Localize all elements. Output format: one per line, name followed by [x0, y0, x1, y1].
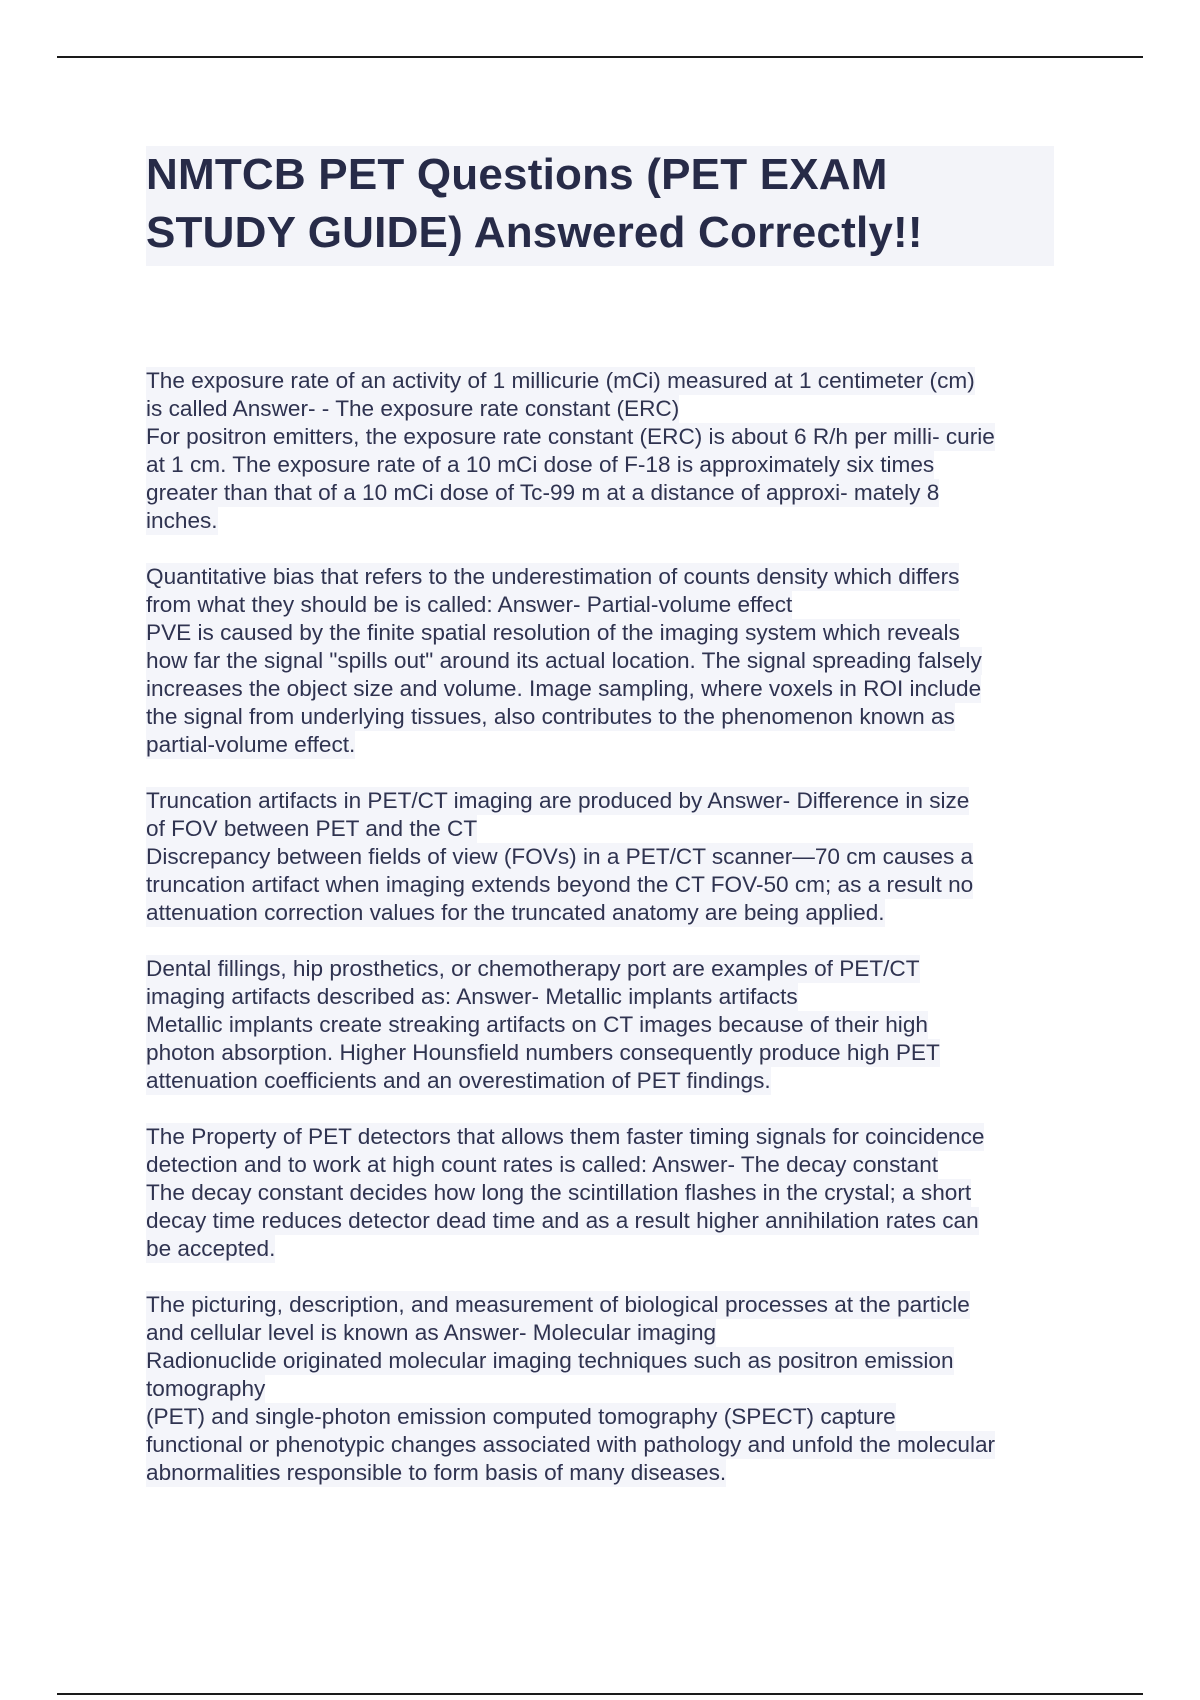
text-line: photon absorption. Higher Hounsfield numbers consequently produce high PET — [146, 1040, 940, 1065]
text-line: be accepted. — [146, 1236, 276, 1261]
qa-entry — [146, 1291, 1056, 1487]
qa-entry — [146, 787, 1056, 927]
text-line: Metallic implants create streaking artifacts on CT images because of their high — [146, 1012, 928, 1037]
text-line: attenuation correction values for the truncated anatomy are being applied. — [146, 900, 885, 925]
text-line: inches. — [146, 508, 218, 533]
text-line: of FOV between PET and the CT — [146, 816, 478, 841]
page-title — [146, 146, 1054, 262]
text-line: truncation artifact when imaging extends beyond the CT FOV-50 cm; as a result no — [146, 872, 974, 897]
text-line: For positron emitters, the exposure rate constant (ERC) is about 6 R/h per milli- curie — [146, 424, 995, 449]
text-line: PVE is caused by the finite spatial resolution of the imaging system which reveals — [146, 620, 960, 645]
text-line: at 1 cm. The exposure rate of a 10 mCi dose of F-18 is approximately six times — [146, 452, 935, 477]
qa-entry — [146, 367, 1056, 535]
text-line: The exposure rate of an activity of 1 millicurie (mCi) measured at 1 centimeter (cm) — [146, 368, 975, 393]
title-line: NMTCB PET Questions (PET EXAM — [146, 150, 888, 199]
text-line: is called Answer- - The exposure rate constant (ERC) — [146, 396, 680, 421]
text-line: and cellular level is known as Answer- Molecular imaging — [146, 1320, 717, 1345]
text-line: attenuation coefficients and an overestimation of PET findings. — [146, 1068, 771, 1093]
text-line: tomography — [146, 1376, 266, 1401]
bottom-rule — [57, 1693, 1143, 1695]
text-line: how far the signal "spills out" around its actual location. The signal spreading falsely — [146, 648, 982, 673]
top-rule — [57, 56, 1143, 58]
text-line: partial-volume effect. — [146, 732, 356, 757]
text-line: Quantitative bias that refers to the underestimation of counts density which differs — [146, 564, 960, 589]
text-line: Truncation artifacts in PET/CT imaging are produced by Answer- Difference in size — [146, 788, 970, 813]
text-line: increases the object size and volume. Image sampling, where voxels in ROI include — [146, 676, 982, 701]
text-line: decay time reduces detector dead time and as a result higher annihilation rates can — [146, 1208, 979, 1233]
text-line: The decay constant decides how long the scintillation flashes in the crystal; a short — [146, 1180, 972, 1205]
text-line: Radionuclide originated molecular imaging techniques such as positron emission — [146, 1348, 954, 1373]
text-line: functional or phenotypic changes associated with pathology and unfold the molecular — [146, 1432, 996, 1457]
title-block — [146, 146, 1054, 266]
text-line: The Property of PET detectors that allows them faster timing signals for coincidence — [146, 1124, 985, 1149]
text-line: the signal from underlying tissues, also contributes to the phenomenon known as — [146, 704, 955, 729]
text-line: greater than that of a 10 mCi dose of Tc-99 m at a distance of approxi- mately 8 — [146, 480, 940, 505]
title-line: STUDY GUIDE) Answered Correctly!! — [146, 208, 923, 257]
text-line: from what they should be is called: Answer- Partial-volume effect — [146, 592, 793, 617]
text-line: Dental fillings, hip prosthetics, or chemotherapy port are examples of PET/CT — [146, 956, 920, 981]
qa-entry — [146, 1123, 1056, 1263]
qa-entry — [146, 955, 1056, 1095]
text-line: detection and to work at high count rates is called: Answer- The decay constant — [146, 1152, 939, 1177]
text-line: The picturing, description, and measurement of biological processes at the particle — [146, 1292, 970, 1317]
text-line: (PET) and single-photon emission computed tomography (SPECT) capture — [146, 1404, 896, 1429]
qa-entry — [146, 563, 1056, 759]
text-line: imaging artifacts described as: Answer- Metallic implants artifacts — [146, 984, 798, 1009]
document-body — [146, 367, 1056, 1515]
text-line: abnormalities responsible to form basis of many diseases. — [146, 1460, 727, 1485]
text-line: Discrepancy between fields of view (FOVs) in a PET/CT scanner—70 cm causes a — [146, 844, 974, 869]
